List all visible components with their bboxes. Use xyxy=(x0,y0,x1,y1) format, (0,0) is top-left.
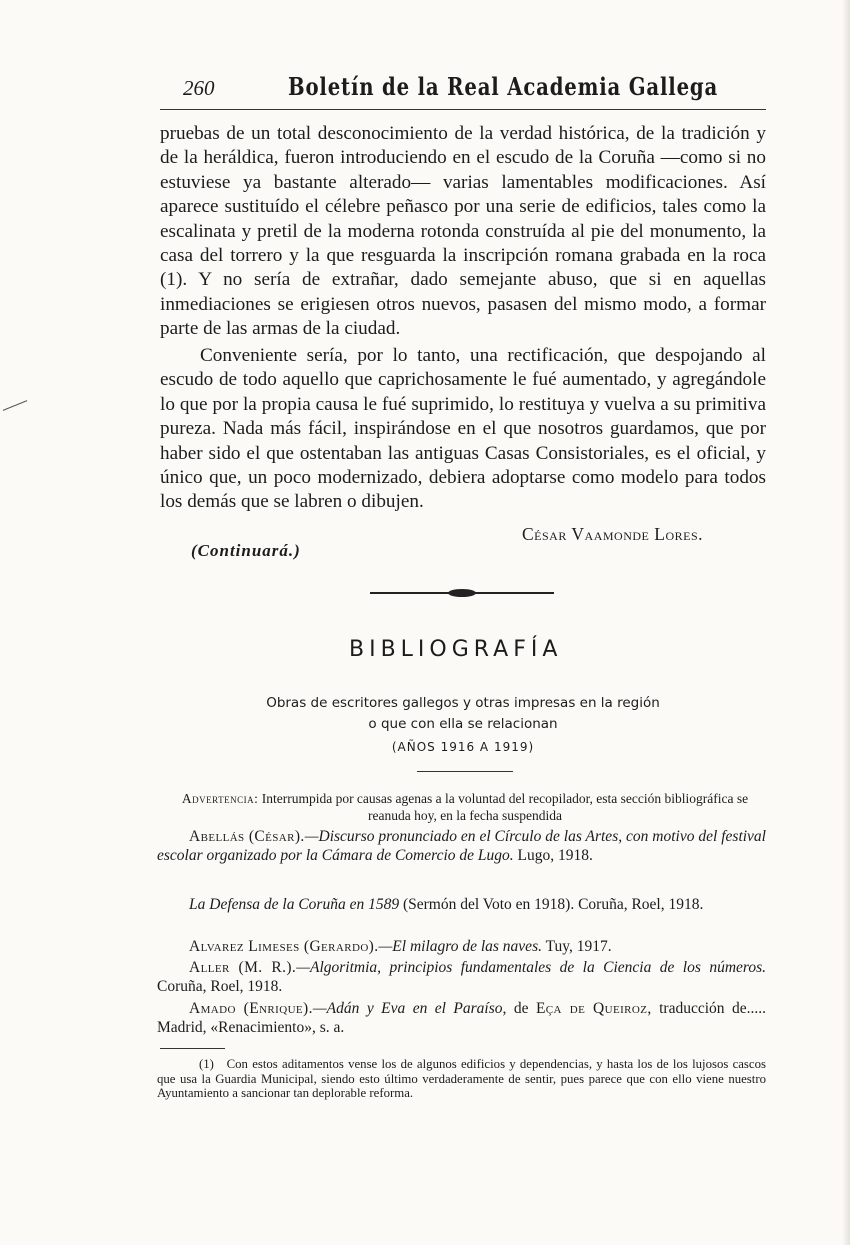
bibliography-subtitle-line2: o que con ella se relacionan xyxy=(368,716,558,732)
bibliography-entry xyxy=(157,937,766,956)
bibliography-rule xyxy=(417,771,513,772)
footnote-text: Con estos aditamentos vense los de algunos edificios y dependencias, y hasta los de los lujosos cascos que usa la Guardia Municipal, siendo esto último verdaderamente de sentir, pues parece que con ello viene nuestro Ayuntamiento a sancionar tan deplorable reforma. xyxy=(157,1057,766,1101)
section-divider-ornament xyxy=(370,586,554,600)
entry-title: —Adán y Eva en el Paraíso, xyxy=(312,1000,507,1017)
notice-label: Advertencia: xyxy=(181,791,259,806)
bibliography-notice xyxy=(170,790,760,824)
entry-title: La Defensa de la Coruña en 1589 xyxy=(189,896,400,913)
entry-author: Alvarez Limeses (Gerardo). xyxy=(189,938,379,955)
bibliography-years: (AÑOS 1916 A 1919) xyxy=(391,740,535,754)
bibliography-entry xyxy=(157,827,766,865)
footnote-rule xyxy=(160,1048,225,1049)
entry-imprint: Coruña, Roel, 1918. xyxy=(157,978,283,995)
margin-pencil-mark xyxy=(3,400,27,411)
entry-imprint: Tuy, 1917. xyxy=(545,938,612,955)
author-signature: César Vaamonde Lores. xyxy=(522,524,703,544)
entry-imprint-prefix: de xyxy=(513,1000,529,1017)
page-number: 260 xyxy=(183,76,215,100)
article-paragraph-2: Conveniente sería, por lo tanto, una rectificación, que despojando al escudo de todo aquello que caprichosamente le fué aumentado, y agregándole lo que por la propia causa le fué suprimido, lo restituya y vuelva a su primitiva pureza. Nada más fácil, inspirándose en el que nosotros guardamos, que por haber sido el que ostentaban las antiguas Casas Consistoriales, es el oficial, y único que, un poco modernizado, debiera adoptarse como modelo para todos los demás que se labren o dibujen. xyxy=(160,345,766,513)
bibliography-heading: BIBLIOGRAFÍA xyxy=(349,637,563,662)
entry-imprint: (Sermón del Voto en 1918). Coruña, Roel, 1918. xyxy=(402,896,704,913)
notice-text: Interrumpida por causas agenas a la voluntad del recopilador, esta sección bibliográfica se reanuda hoy, en la fecha suspendida xyxy=(261,791,749,823)
entry-imprint-author: Eça de Queiroz, xyxy=(535,1000,652,1017)
continued-note: (Continuará.) xyxy=(191,541,301,560)
entry-imprint: traducción de..... Madrid, «Renacimiento», s. a. xyxy=(157,1000,766,1036)
journal-title: Boletín de la Real Academia Gallega xyxy=(288,72,719,101)
bibliography-subtitle-line1: Obras de escritores gallegos y otras impresas en la región xyxy=(266,695,660,711)
footnote-marker: (1) xyxy=(199,1057,214,1071)
header-rule xyxy=(160,109,766,110)
footnote xyxy=(157,1057,766,1101)
entry-title: —Discurso pronunciado en el Círculo de las Artes, con motivo del festival escolar organizado por la Cámara de Comercio de Lugo. xyxy=(157,828,766,864)
entry-author: Aller (M. R.). xyxy=(189,959,297,976)
entry-title: —Algoritmia, principios fundamentales de la Ciencia de los números. xyxy=(296,959,767,976)
entry-imprint: Lugo, 1918. xyxy=(517,847,593,864)
entry-author: Amado (Enrique). xyxy=(189,1000,313,1017)
page-edge-shadow xyxy=(842,0,850,1245)
entry-author: Abellás (César). xyxy=(189,828,305,845)
entry-title: —El milagro de las naves. xyxy=(378,938,542,955)
bibliography-entry xyxy=(157,999,766,1037)
article-paragraph-1: pruebas de un total desconocimiento de la verdad histórica, de la tradición y de la heráldica, fueron introduciendo en el escudo de la Coruña —como si no estuviese ya bastante alterado— varias lamentables modificaciones. Así aparece sustituído el célebre peñasco por una serie de edificios, tales como la escalinata y pretil de la moderna rotonda construída al pie del monumento, la casa del torrero y la que resguarda la inscripción romana grabada en la roca (1). Y no sería de extrañar, dado semejante abuso, que si en aquellas inmediaciones se erigiesen otros nuevos, pasasen del mismo modo, a formar parte de las armas de la ciudad. xyxy=(160,123,766,340)
bibliography-entry xyxy=(157,958,766,996)
bibliography-entry xyxy=(157,895,766,914)
